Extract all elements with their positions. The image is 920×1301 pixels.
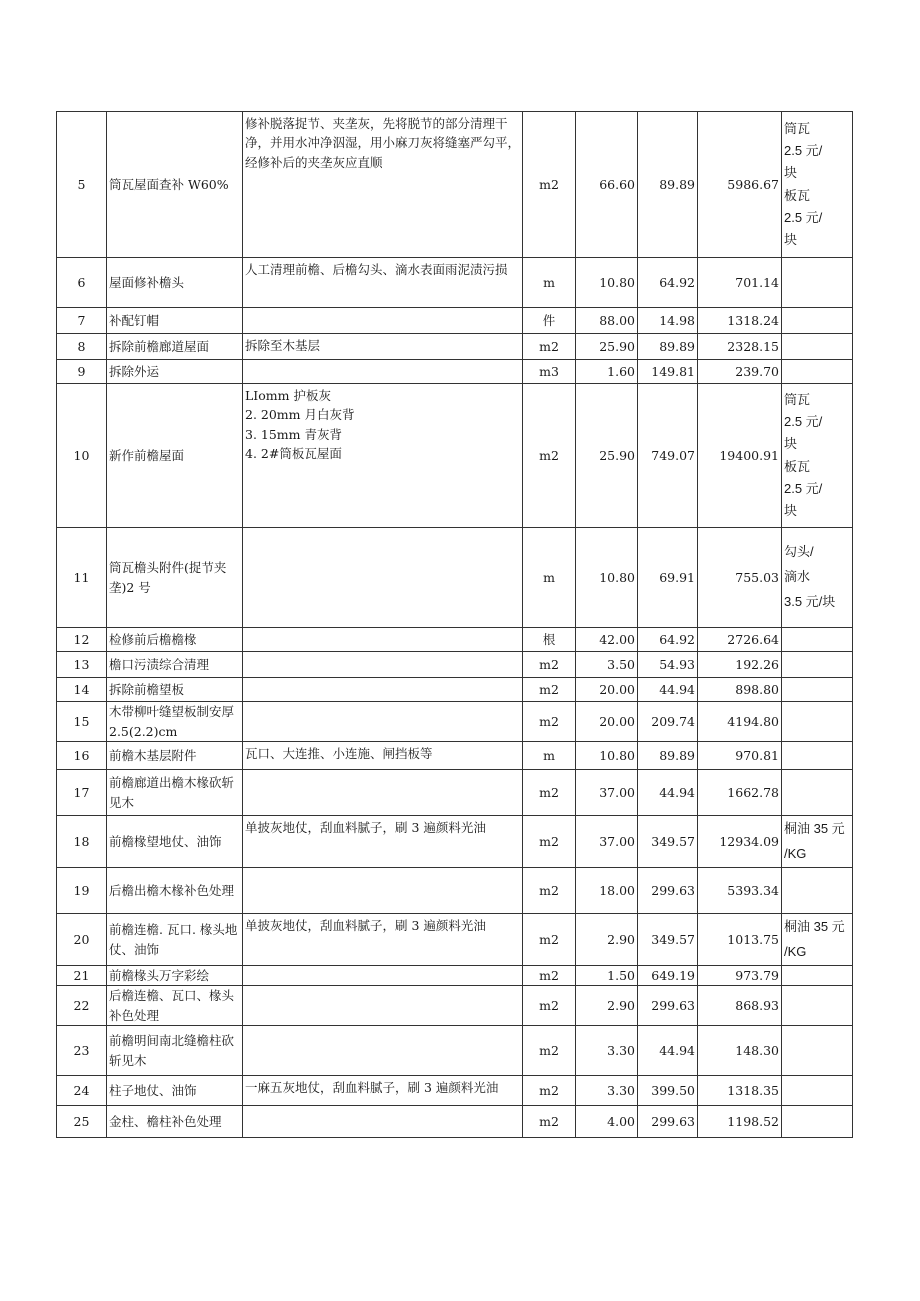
- total-price: 192.26: [698, 652, 782, 678]
- table-row: [57, 1106, 853, 1138]
- work-description: [243, 258, 523, 308]
- row-number: 19: [57, 868, 107, 914]
- work-description: [243, 384, 523, 528]
- description-line: 3. 15mm 青灰背: [245, 426, 342, 442]
- row-number: 17: [57, 770, 107, 816]
- description-line: LIomm 护板灰: [245, 388, 331, 403]
- work-description: [243, 308, 523, 334]
- table-row: [57, 528, 853, 628]
- item-name: 筒瓦屋面查补 W60%: [107, 112, 243, 258]
- total-price: 1662.78: [698, 770, 782, 816]
- row-number: 18: [57, 816, 107, 868]
- row-number: 20: [57, 914, 107, 966]
- row-number: 10: [57, 384, 107, 528]
- row-number: 12: [57, 628, 107, 652]
- remark-line: 2.5 元/: [784, 209, 823, 225]
- quantity: 10.80: [576, 258, 638, 308]
- remark-line: 筒瓦: [784, 392, 811, 408]
- item-name: 屋面修补檐头: [107, 258, 243, 308]
- remark-line: /KG: [784, 845, 807, 861]
- remark: [782, 528, 853, 628]
- remark: [782, 914, 853, 966]
- total-price: 898.80: [698, 678, 782, 702]
- unit: m2: [523, 384, 576, 528]
- unit: m2: [523, 986, 576, 1026]
- item-name: 后檐连檐、瓦口、椽头补色处理: [107, 986, 243, 1026]
- total-price: 12934.09: [698, 816, 782, 868]
- table-row: [57, 334, 853, 360]
- remark-line: 滴水: [784, 569, 811, 585]
- item-name: 拆除前檐廊道屋面: [107, 334, 243, 360]
- work-description: [243, 652, 523, 678]
- work-description: [243, 742, 523, 770]
- table-row: [57, 112, 853, 258]
- total-price: 868.93: [698, 986, 782, 1026]
- unit: 根: [523, 628, 576, 652]
- remark: [782, 742, 853, 770]
- row-number: 23: [57, 1026, 107, 1076]
- item-name: 补配钉帽: [107, 308, 243, 334]
- quantity: 1.60: [576, 360, 638, 384]
- cost-estimate-table: [56, 111, 853, 1138]
- unit-price: 14.98: [638, 308, 698, 334]
- work-description: [243, 770, 523, 816]
- remark: [782, 1106, 853, 1138]
- total-price: 5986.67: [698, 112, 782, 258]
- description-line: 修补脱落捉节、夹垄灰，先将脱节的部分清理干净，并用水冲净泅湿，用小麻刀灰将缝塞严勾平，经修补后的夹垄灰应直顺: [245, 116, 521, 170]
- remark-line: 板瓦: [784, 187, 811, 203]
- row-number: 25: [57, 1106, 107, 1138]
- unit-price: 749.07: [638, 384, 698, 528]
- quantity: 1.50: [576, 966, 638, 986]
- total-price: 1318.24: [698, 308, 782, 334]
- quantity: 2.90: [576, 914, 638, 966]
- row-number: 6: [57, 258, 107, 308]
- item-name: 木带柳叶缝望板制安厚 2.5(2.2)cm: [107, 702, 243, 742]
- quantity: 3.30: [576, 1026, 638, 1076]
- remark: [782, 702, 853, 742]
- total-price: 701.14: [698, 258, 782, 308]
- quantity: 3.50: [576, 652, 638, 678]
- row-number: 22: [57, 986, 107, 1026]
- remark: [782, 1026, 853, 1076]
- row-number: 7: [57, 308, 107, 334]
- remark-line: 3.5 元/块: [784, 593, 836, 609]
- unit-price: 209.74: [638, 702, 698, 742]
- row-number: 13: [57, 652, 107, 678]
- remark-line: 板瓦: [784, 458, 811, 474]
- quantity: 4.00: [576, 1106, 638, 1138]
- row-number: 14: [57, 678, 107, 702]
- remark: [782, 628, 853, 652]
- row-number: 24: [57, 1076, 107, 1106]
- item-name: 前檐木基层附件: [107, 742, 243, 770]
- quantity: 18.00: [576, 868, 638, 914]
- work-description: [243, 678, 523, 702]
- remark-line: 筒瓦: [784, 121, 811, 137]
- work-description: [243, 112, 523, 258]
- quantity: 42.00: [576, 628, 638, 652]
- table-row: [57, 384, 853, 528]
- unit: m2: [523, 1076, 576, 1106]
- description-line: 单披灰地仗，刮血料腻子，刷 3 遍颜料光油: [245, 820, 486, 835]
- table-row: [57, 1076, 853, 1106]
- work-description: [243, 966, 523, 986]
- quantity: 25.90: [576, 334, 638, 360]
- total-price: 148.30: [698, 1026, 782, 1076]
- item-name: 前檐明间南北缝檐柱砍斩见木: [107, 1026, 243, 1076]
- unit-price: 399.50: [638, 1076, 698, 1106]
- work-description: [243, 914, 523, 966]
- description-line: 4. 2#筒板瓦屋面: [245, 446, 342, 462]
- unit: m: [523, 528, 576, 628]
- work-description: [243, 628, 523, 652]
- row-number: 8: [57, 334, 107, 360]
- item-name: 检修前后檐檐椽: [107, 628, 243, 652]
- quantity: 25.90: [576, 384, 638, 528]
- unit-price: 64.92: [638, 258, 698, 308]
- unit-price: 349.57: [638, 816, 698, 868]
- unit: m2: [523, 966, 576, 986]
- total-price: 1198.52: [698, 1106, 782, 1138]
- total-price: 5393.34: [698, 868, 782, 914]
- unit-price: 299.63: [638, 868, 698, 914]
- total-price: 1013.75: [698, 914, 782, 966]
- unit-price: 299.63: [638, 1106, 698, 1138]
- description-line: 2. 20mm 月白灰背: [245, 407, 355, 423]
- unit-price: 349.57: [638, 914, 698, 966]
- total-price: 755.03: [698, 528, 782, 628]
- quantity: 37.00: [576, 770, 638, 816]
- unit: m2: [523, 868, 576, 914]
- table-row: [57, 966, 853, 986]
- table-row: [57, 678, 853, 702]
- unit-price: 69.91: [638, 528, 698, 628]
- item-name: 新作前檐屋面: [107, 384, 243, 528]
- unit: m2: [523, 652, 576, 678]
- total-price: 19400.91: [698, 384, 782, 528]
- unit: m: [523, 258, 576, 308]
- table-row: [57, 816, 853, 868]
- total-price: 973.79: [698, 966, 782, 986]
- unit: m2: [523, 816, 576, 868]
- remark-line: 块: [784, 231, 798, 247]
- remark-line: 块: [784, 436, 798, 452]
- table-row: [57, 628, 853, 652]
- unit: m2: [523, 702, 576, 742]
- table-row: [57, 868, 853, 914]
- work-description: [243, 1076, 523, 1106]
- remark: [782, 360, 853, 384]
- remark-line: 2.5 元/: [784, 414, 823, 430]
- quantity: 66.60: [576, 112, 638, 258]
- unit-price: 54.93: [638, 652, 698, 678]
- work-description: [243, 334, 523, 360]
- quantity: 3.30: [576, 1076, 638, 1106]
- item-name: 拆除外运: [107, 360, 243, 384]
- quantity: 37.00: [576, 816, 638, 868]
- remark: [782, 678, 853, 702]
- item-name: 前檐椽望地仗、油饰: [107, 816, 243, 868]
- quantity: 20.00: [576, 678, 638, 702]
- table-row: [57, 308, 853, 334]
- quantity: 10.80: [576, 528, 638, 628]
- total-price: 239.70: [698, 360, 782, 384]
- unit: m2: [523, 1026, 576, 1076]
- row-number: 15: [57, 702, 107, 742]
- work-description: [243, 528, 523, 628]
- item-name: 檐口污渍综合清理: [107, 652, 243, 678]
- remark: [782, 384, 853, 528]
- item-name: 筒瓦檐头附件(捉节夹垄)2 号: [107, 528, 243, 628]
- description-line: 一麻五灰地仗，刮血料腻子，刷 3 遍颜料光油: [245, 1080, 499, 1096]
- item-name: 前檐连檐. 瓦口. 椽头地仗、油饰: [107, 914, 243, 966]
- table-row: [57, 742, 853, 770]
- remark-line: /KG: [784, 943, 807, 959]
- remark: [782, 258, 853, 308]
- description-line: 拆除至木基层: [245, 338, 321, 353]
- item-name: 金柱、檐柱补色处理: [107, 1106, 243, 1138]
- description-line: 单披灰地仗，刮血料腻子，刷 3 遍颜料光油: [245, 918, 486, 933]
- total-price: 2726.64: [698, 628, 782, 652]
- item-name: 前檐廊道出檐木椽砍斩见木: [107, 770, 243, 816]
- unit-price: 149.81: [638, 360, 698, 384]
- remark: [782, 868, 853, 914]
- unit-price: 89.89: [638, 334, 698, 360]
- description-line: 人工清理前檐、后檐勾头、滴水表面雨泥渍污损: [245, 262, 508, 277]
- quantity: 10.80: [576, 742, 638, 770]
- total-price: 970.81: [698, 742, 782, 770]
- total-price: 1318.35: [698, 1076, 782, 1106]
- remark-line: 块: [784, 502, 798, 518]
- remark: [782, 986, 853, 1026]
- table-row: [57, 702, 853, 742]
- remark-line: 勾头/: [784, 544, 814, 560]
- work-description: [243, 702, 523, 742]
- row-number: 5: [57, 112, 107, 258]
- quantity: 88.00: [576, 308, 638, 334]
- table-row: [57, 770, 853, 816]
- unit: m2: [523, 678, 576, 702]
- remark-line: 2.5 元/: [784, 143, 823, 159]
- row-number: 9: [57, 360, 107, 384]
- table-row: [57, 1026, 853, 1076]
- quantity: 2.90: [576, 986, 638, 1026]
- work-description: [243, 1026, 523, 1076]
- remark: [782, 652, 853, 678]
- unit: m2: [523, 334, 576, 360]
- remark: [782, 816, 853, 868]
- row-number: 21: [57, 966, 107, 986]
- unit: m2: [523, 914, 576, 966]
- unit-price: 89.89: [638, 112, 698, 258]
- unit: m3: [523, 360, 576, 384]
- work-description: [243, 986, 523, 1026]
- row-number: 16: [57, 742, 107, 770]
- item-name: 前檐椽头万字彩绘: [107, 966, 243, 986]
- total-price: 4194.80: [698, 702, 782, 742]
- remark: [782, 770, 853, 816]
- table-row: [57, 652, 853, 678]
- remark-line: 2.5 元/: [784, 480, 823, 496]
- table-body: [57, 112, 853, 1138]
- work-description: [243, 868, 523, 914]
- unit-price: 649.19: [638, 966, 698, 986]
- unit-price: 89.89: [638, 742, 698, 770]
- description-line: 瓦口、大连推、小连施、闸挡板等: [245, 746, 433, 761]
- remark: [782, 966, 853, 986]
- table-row: [57, 258, 853, 308]
- unit: m2: [523, 1106, 576, 1138]
- unit-price: 44.94: [638, 678, 698, 702]
- remark: [782, 308, 853, 334]
- work-description: [243, 816, 523, 868]
- unit-price: 44.94: [638, 770, 698, 816]
- item-name: 后檐出檐木椽补色处理: [107, 868, 243, 914]
- remark-line: 桐油 35 元: [784, 820, 845, 836]
- unit-price: 44.94: [638, 1026, 698, 1076]
- item-name: 拆除前檐望板: [107, 678, 243, 702]
- unit: 件: [523, 308, 576, 334]
- remark: [782, 1076, 853, 1106]
- item-name: 柱子地仗、油饰: [107, 1076, 243, 1106]
- unit: m: [523, 742, 576, 770]
- unit: m2: [523, 112, 576, 258]
- remark: [782, 334, 853, 360]
- table-row: [57, 914, 853, 966]
- work-description: [243, 360, 523, 384]
- remark: [782, 112, 853, 258]
- remark-line: 块: [784, 165, 798, 181]
- work-description: [243, 1106, 523, 1138]
- row-number: 11: [57, 528, 107, 628]
- unit: m2: [523, 770, 576, 816]
- quantity: 20.00: [576, 702, 638, 742]
- total-price: 2328.15: [698, 334, 782, 360]
- table-row: [57, 360, 853, 384]
- unit-price: 299.63: [638, 986, 698, 1026]
- table-row: [57, 986, 853, 1026]
- unit-price: 64.92: [638, 628, 698, 652]
- remark-line: 桐油 35 元: [784, 918, 845, 934]
